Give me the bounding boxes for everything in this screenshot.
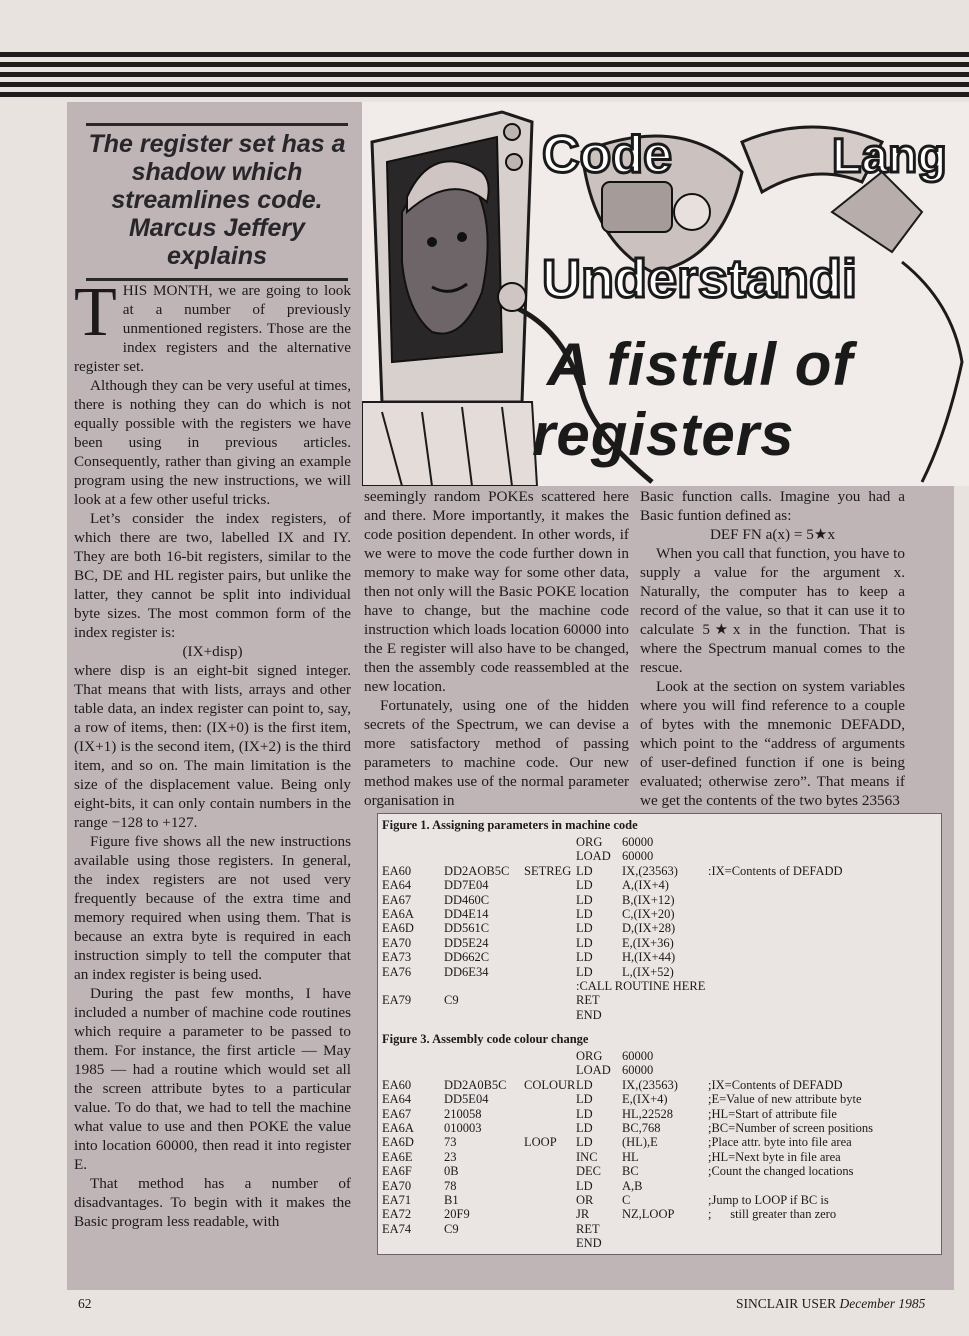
code-cell: :IX=Contents of DEFADD: [708, 863, 843, 878]
paragraph-c2-1: seemingly random POKEs scattered here and there. More importantly, it makes the code position dependent. In other words, if we were to move the code further down in memory to make way for some other data, then not only will the Basic POKE location have to change, but the machine code instruction which loads location 60000 into the E register will also have to be changed, then the assembly code reassembled at the new location.: [364, 488, 629, 695]
code-cell: C9: [444, 1221, 459, 1236]
code-cell: HL: [622, 1149, 639, 1164]
code-cell: LD: [576, 878, 593, 893]
code-cell: C: [622, 1193, 631, 1207]
code-cell: EA70: [382, 1178, 412, 1193]
code-cell: END: [576, 1236, 602, 1251]
code-cell: LD: [576, 921, 593, 936]
code-cell: EA6D: [382, 921, 414, 936]
paragraph-c3-1: Basic function calls. Imagine you had a Basic funtion defined as:: [640, 488, 905, 524]
code-cell: LOOP: [524, 1135, 557, 1150]
code-cell: IX,(23563): [622, 863, 678, 878]
code-cell: DD460C: [444, 892, 490, 907]
code-cell: DD662C: [444, 950, 490, 965]
column-3: [640, 487, 905, 810]
code-cell: A,(IX+4): [622, 878, 669, 893]
code-cell: DD2A0B5C: [444, 1077, 507, 1092]
code-cell: A,B: [622, 1178, 643, 1193]
banner-word-understanding: Understandi: [542, 249, 858, 309]
code-cell: LOAD: [576, 849, 611, 864]
paragraph-3: Let’s consider the index registers, of which there are two, labelled IX and IY. They are both 16-bit registers, similar to the BC, DE and HL register pairs, but unlike the latter, they cannot be split into individual byte sizes. The most common form of the index register is:: [74, 510, 351, 641]
code-cell: DD7E04: [444, 878, 489, 893]
code-cell: JR: [576, 1207, 590, 1222]
code-cell: EA64: [382, 878, 412, 893]
code-cell: ;Place attr. byte into file area: [708, 1135, 852, 1150]
code-cell: EA72: [382, 1207, 412, 1222]
code-cell: EA6D: [382, 1135, 414, 1150]
code-cell: EA60: [382, 1077, 412, 1092]
paragraph-7: That method has a number of disadvantages. To begin with it makes the Basic program less readable, with: [74, 1175, 351, 1230]
code-cell: E,(IX+36): [622, 935, 674, 950]
code-cell: EA71: [382, 1193, 412, 1207]
folio-text: [736, 1296, 925, 1312]
code-cell: LD: [576, 863, 593, 878]
banner-word-code: Code: [542, 126, 672, 184]
code-cell: LD: [576, 892, 593, 907]
code-cell: 010003: [444, 1121, 482, 1135]
paragraph-6: During the past few months, I have included a number of machine code routines which require a parameter to be passed to them. For instance, the first article — May 1985 — had a routine which would set all the screen attribute bytes to a particular value. To do that, we had to tell the machine what value to use and then POKE the value into location 60000, then read it into register E.: [74, 985, 351, 1173]
code-cell: LD: [576, 1077, 593, 1092]
code-cell: END: [576, 1007, 602, 1022]
code-cell: SETREG: [524, 863, 572, 878]
code-cell: 20F9: [444, 1207, 470, 1222]
code-cell: LOAD: [576, 1063, 611, 1078]
code-cell: DD6E34: [444, 964, 489, 979]
code-cell: RET: [576, 1221, 600, 1236]
code-cell: DD561C: [444, 921, 490, 936]
column-1: [74, 274, 351, 1231]
code-cell: IX,(23563): [622, 1077, 678, 1092]
code-cell: NZ,LOOP: [622, 1207, 675, 1222]
column-2: [364, 487, 629, 810]
code-cell: H,(IX+44): [622, 950, 676, 965]
code-cell: 60000: [622, 849, 654, 864]
code-cell: EA73: [382, 950, 412, 965]
code-cell: EA64: [382, 1092, 412, 1107]
paragraph-4: where disp is an eight-bit signed integer. That means that with lists, arrays and other table data, an index register can point to, say, a row of items, then: (IX+0) is the first item, (IX+1) is the second item, (IX+2) is the third item, and so on. The main limitation is the size of the displacement value. Being only eight-bits, it can only contain numbers in the range −128 to +127.: [74, 662, 351, 831]
code-cell: 78: [444, 1178, 457, 1193]
paragraph-1: THIS MONTH, we are going to look at a number of previously unmentioned registers. Those are the index registers and the alternative register set.: [74, 274, 351, 375]
code-cell: COLOUR: [524, 1077, 576, 1092]
code-cell: EA6A: [382, 1121, 414, 1135]
code-cell: BC,768: [622, 1121, 661, 1135]
code-cell: E,(IX+4): [622, 1092, 668, 1107]
code-cell: ;BC=Number of screen positions: [708, 1121, 874, 1135]
code-cell: ; still greater than zero: [708, 1207, 837, 1222]
code-cell: ;Jump to LOOP if BC is: [708, 1193, 829, 1207]
paragraph-5: Figure five shows all the new instructions available using those registers. In general, the index registers are not used very frequently because of the extra time and memory required when using them. That is because an extra byte is required in each instruction simply to tell the computer that an index register is being used.: [74, 833, 351, 983]
code-cell: B,(IX+12): [622, 892, 675, 907]
code-cell: 23: [444, 1149, 457, 1164]
code-cell: ;Count the changed locations: [708, 1164, 854, 1179]
paragraph-c3-3: Look at the section on system variables where you will find reference to a couple of bytes with the mnemonic DEFADD, which point to the “address of arguments of user-defined function if one is being evaluated; otherwise zero”. That means if we get the contents of the two bytes 23563: [640, 678, 905, 809]
issue-date: December 1985: [839, 1296, 926, 1311]
code-cell: LD: [576, 1178, 593, 1193]
code-cell: L,(IX+52): [622, 964, 674, 979]
figure-1-title: Figure 1. Assigning parameters in machine code: [382, 818, 638, 832]
code-cell: BC: [622, 1164, 639, 1179]
code-cell: :CALL ROUTINE HERE: [576, 979, 706, 993]
code-cell: D,(IX+28): [622, 921, 676, 936]
figure-3-title: Figure 3. Assembly code colour change: [382, 1032, 589, 1046]
figures-box: [377, 813, 942, 1255]
code-cell: OR: [576, 1193, 594, 1207]
code-cell: ;E=Value of new attribute byte: [708, 1092, 862, 1107]
code-cell: DD5E24: [444, 935, 489, 950]
header-rules: [0, 52, 969, 100]
code-cell: LD: [576, 935, 593, 950]
code-cell: EA6F: [382, 1164, 412, 1179]
code-cell: LD: [576, 1106, 593, 1121]
code-cell: EA60: [382, 863, 412, 878]
banner-word-lang: Lang: [832, 130, 947, 183]
code-cell: DD2AOB5C: [444, 863, 510, 878]
code-cell: ;HL=Next byte in file area: [708, 1149, 841, 1164]
code-cell: 210058: [444, 1106, 482, 1121]
page-number: 62: [78, 1296, 92, 1311]
code-cell: EA67: [382, 1106, 412, 1121]
code-cell: EA6E: [382, 1149, 413, 1164]
code-cell: EA79: [382, 993, 412, 1008]
code-cell: DD5E04: [444, 1092, 489, 1107]
code-cell: EA67: [382, 892, 412, 907]
code-cell: 60000: [622, 835, 654, 849]
code-cell: LD: [576, 964, 593, 979]
code-cell: LD: [576, 1135, 593, 1150]
code-cell: HL,22528: [622, 1106, 674, 1121]
paragraph-2: Although they can be very useful at times, there is nothing they can do which is not equally possible with the registers we have been using in previous articles. Consequently, rather than giving an example program using the new instructions, we will look at a few other useful tricks.: [74, 377, 351, 508]
code-cell: LD: [576, 950, 593, 965]
code-cell: EA74: [382, 1221, 412, 1236]
code-cell: ;HL=Start of attribute file: [708, 1106, 837, 1121]
code-cell: 73: [444, 1135, 457, 1150]
code-cell: 0B: [444, 1164, 459, 1179]
code-cell: 60000: [622, 1063, 654, 1078]
code-cell: RET: [576, 993, 600, 1008]
paragraph-c3-2: When you call that function, you have to supply a value for the argument x. Naturally, the computer has to keep a record of the value, so that it can use it to calculate 5★x in the function. That is where the Spectrum manual comes to the rescue.: [640, 545, 905, 676]
code-cell: ORG: [576, 835, 603, 849]
code-cell: B1: [444, 1193, 459, 1207]
standfirst: The register set has a shadow which streamlines code. Marcus Jeffery explains: [86, 123, 348, 281]
illustration: [362, 102, 969, 486]
paragraph-c2-2: Fortunately, using one of the hidden secrets of the Spectrum, we can devise a more satisfactory method of passing parameters to machine code. Our new method makes use of the normal parameter organisation in: [364, 697, 629, 809]
code-cell: INC: [576, 1149, 598, 1164]
code-cell: EA6A: [382, 907, 414, 921]
title-line-2: registers: [532, 401, 795, 468]
drop-cap: T: [74, 274, 117, 351]
formula-def-fn: DEF FN a(x) = 5★x: [709, 526, 836, 543]
code-cell: 60000: [622, 1049, 654, 1063]
title-line-1: A fistful of: [547, 331, 854, 398]
code-cell: EA76: [382, 964, 412, 979]
code-cell: C9: [444, 993, 459, 1008]
code-cell: LD: [576, 907, 593, 921]
code-cell: C,(IX+20): [622, 907, 675, 921]
code-cell: ORG: [576, 1049, 603, 1063]
formula: (IX+disp): [182, 643, 243, 660]
magazine-name: SINCLAIR USER: [736, 1296, 837, 1311]
code-cell: DEC: [576, 1164, 601, 1179]
code-cell: ;IX=Contents of DEFADD: [708, 1077, 843, 1092]
code-cell: LD: [576, 1121, 593, 1135]
code-cell: EA70: [382, 935, 412, 950]
code-cell: DD4E14: [444, 907, 489, 921]
code-cell: (HL),E: [622, 1135, 658, 1150]
code-cell: LD: [576, 1092, 593, 1107]
